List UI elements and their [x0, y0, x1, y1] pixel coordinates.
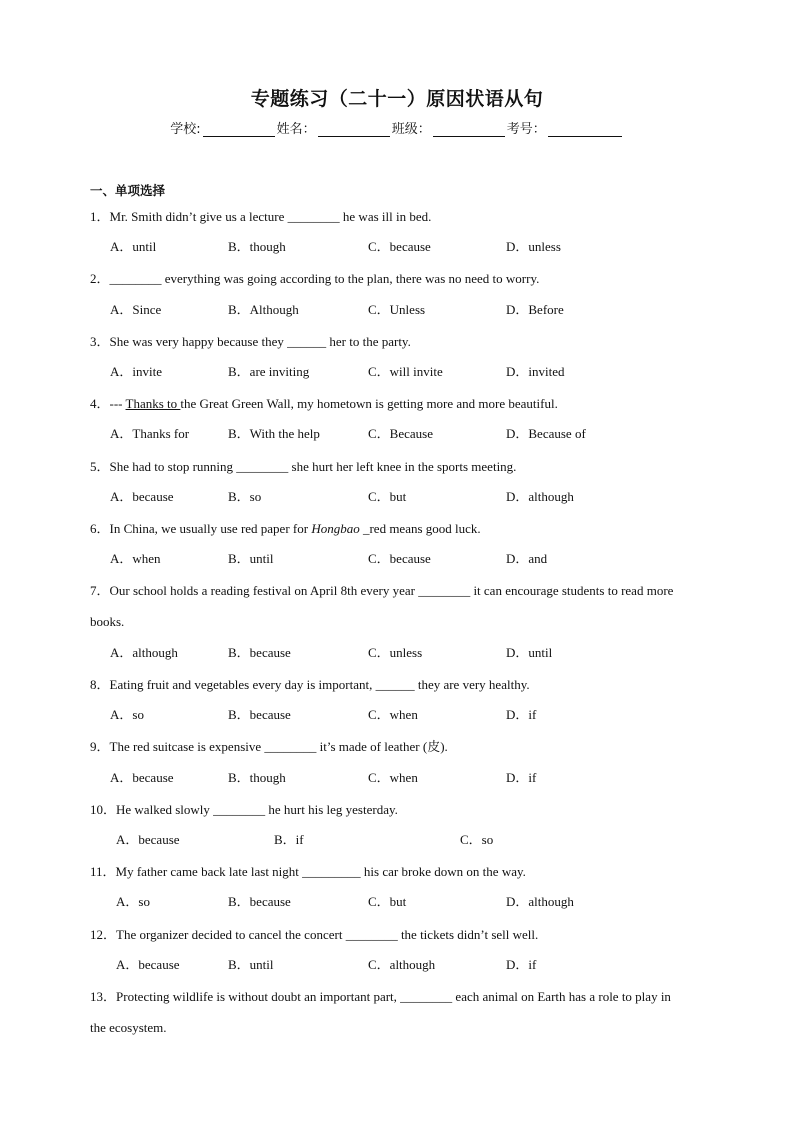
option-c[interactable]: C．because — [368, 551, 431, 566]
question-1 — [90, 201, 700, 232]
option-d[interactable]: D．although — [506, 894, 574, 909]
name-blank[interactable] — [318, 122, 390, 137]
question-text: In China, we usually use red paper for — [109, 521, 312, 536]
option-d[interactable]: D．if — [506, 707, 537, 722]
option-c[interactable]: C．when — [368, 707, 418, 722]
question-number: 10． — [90, 802, 117, 817]
option-b[interactable]: B．though — [228, 239, 286, 254]
option-b[interactable]: B．until — [228, 551, 274, 566]
option-a[interactable]: A．so — [116, 894, 150, 909]
question-text: it’s made of leather (皮). — [316, 739, 448, 754]
option-a[interactable]: A．because — [116, 957, 180, 972]
option-c[interactable]: C．because — [368, 239, 431, 254]
answer-blank: _________ — [302, 864, 361, 879]
question-text: her to the party. — [326, 334, 411, 349]
question-number: 13． — [90, 989, 117, 1004]
question-text: everything was going according to the plan, there was no need to worry. — [161, 271, 540, 286]
question-11 — [90, 856, 700, 887]
question-text: She had to stop running — [109, 459, 237, 474]
class-label: 班级： — [391, 122, 431, 137]
question-number: 7． — [90, 583, 110, 598]
option-a[interactable]: A．when — [110, 551, 161, 566]
question-text: The organizer decided to cancel the concert — [116, 927, 346, 942]
question-text: My father came back late last night — [115, 864, 303, 879]
question-text: it can encourage students to read more books. — [90, 583, 674, 629]
school-label: 学校: — [170, 122, 201, 137]
exam-no-blank[interactable] — [548, 122, 622, 137]
option-b[interactable]: B．until — [228, 957, 274, 972]
question-text: his car broke down on the way. — [360, 864, 526, 879]
school-blank[interactable] — [203, 122, 275, 137]
option-c[interactable]: C．Because — [368, 426, 433, 441]
page-title: 专题练习（二十一）原因状语从句 — [250, 88, 544, 110]
option-b[interactable]: B．though — [228, 770, 286, 785]
option-a[interactable]: A．Thanks for — [110, 426, 190, 441]
option-a[interactable]: A．so — [110, 707, 144, 722]
option-d[interactable]: D．although — [506, 489, 574, 504]
answer-blank: ________ — [400, 989, 453, 1004]
option-d[interactable]: D．and — [506, 551, 548, 566]
question-9 — [90, 731, 700, 762]
question-text: each animal on Earth has a role to play in the ecosystem. — [90, 989, 671, 1035]
option-c[interactable]: C．although — [368, 957, 436, 972]
question-number: 1． — [90, 209, 110, 224]
option-a[interactable]: A．Since — [110, 302, 162, 317]
section-heading: 一、单项选择 — [90, 183, 166, 198]
option-b[interactable]: B．because — [228, 707, 291, 722]
option-c[interactable]: C．will invite — [368, 364, 443, 379]
question-2 — [90, 263, 700, 294]
student-info-line — [0, 118, 794, 137]
question-6 — [90, 513, 700, 544]
answer-blank: ________ — [236, 459, 289, 474]
question-text: the Great Green Wall, my hometown is getting more and more beautiful. — [180, 396, 558, 411]
question-text: He walked slowly — [116, 802, 214, 817]
question-text: Mr. Smith didn’t give us a lecture — [109, 209, 288, 224]
question-text: they are very healthy. — [414, 677, 530, 692]
question-number: 2． — [90, 271, 110, 286]
answer-blank: ________ — [287, 209, 340, 224]
answer-blank: ________ — [213, 802, 266, 817]
question-text: _red means good luck. — [359, 521, 481, 536]
question-number: 6． — [90, 521, 110, 536]
question-5 — [90, 451, 700, 482]
option-b[interactable]: B．so — [228, 489, 262, 504]
option-c[interactable]: C．unless — [368, 645, 423, 660]
option-d[interactable]: D．unless — [506, 239, 561, 254]
option-d[interactable]: D．Before — [506, 302, 564, 317]
option-c[interactable]: C．when — [368, 770, 418, 785]
answer-blank: ________ — [345, 927, 398, 942]
option-b[interactable]: B．With the help — [228, 426, 320, 441]
question-number: 8． — [90, 677, 110, 692]
option-d[interactable]: D．until — [506, 645, 553, 660]
answer-blank: ________ — [418, 583, 471, 598]
question-number: 11． — [90, 864, 116, 879]
question-number: 12． — [90, 927, 117, 942]
question-8 — [90, 669, 700, 700]
option-d[interactable]: D．if — [506, 770, 537, 785]
option-b[interactable]: B．Although — [228, 302, 299, 317]
option-a[interactable]: A．because — [110, 489, 174, 504]
question-text: she hurt her left knee in the sports meeting. — [288, 459, 517, 474]
question-text: Eating fruit and vegetables every day is important, — [109, 677, 376, 692]
option-a[interactable]: A．until — [110, 239, 157, 254]
question-3 — [90, 326, 700, 357]
option-a[interactable]: A．because — [116, 832, 180, 847]
option-b[interactable]: B．because — [228, 645, 291, 660]
option-c[interactable]: C．Unless — [368, 302, 426, 317]
answer-blank: ________ — [264, 739, 317, 754]
question-text: the tickets didn’t sell well. — [397, 927, 539, 942]
question-number: 4． — [90, 396, 110, 411]
option-c[interactable]: C．but — [368, 894, 407, 909]
question-13 — [90, 981, 690, 1043]
question-text: Protecting wildlife is without doubt an important part, — [116, 989, 401, 1004]
option-c[interactable]: C．but — [368, 489, 407, 504]
option-d[interactable]: D．if — [506, 957, 537, 972]
question-text: Our school holds a reading festival on April 8th every year — [109, 583, 419, 598]
question-text: She was very happy because they — [109, 334, 288, 349]
question-4 — [90, 388, 700, 419]
question-12 — [90, 919, 700, 950]
option-b[interactable]: B．are inviting — [228, 364, 310, 379]
exam-no-label: 考号： — [506, 122, 546, 137]
question-text: he hurt his leg yesterday. — [265, 802, 398, 817]
option-a[interactable]: A．invite — [110, 364, 162, 379]
question-text: he was ill in bed. — [339, 209, 432, 224]
question-number: 9． — [90, 739, 110, 754]
option-a[interactable]: A．because — [110, 770, 174, 785]
option-c[interactable]: C．so — [460, 832, 494, 847]
option-a[interactable]: A．although — [110, 645, 178, 660]
italic-term: Hongbao — [311, 521, 360, 536]
option-b[interactable]: B．because — [228, 894, 291, 909]
name-label: 姓名： — [276, 122, 316, 137]
answer-blank: ________ — [109, 271, 162, 286]
class-blank[interactable] — [433, 122, 505, 137]
question-text: --- — [109, 396, 126, 411]
answer-blank: ______ — [287, 334, 327, 349]
question-text: The red suitcase is expensive — [109, 739, 265, 754]
underlined-phrase: Thanks to — [125, 396, 181, 411]
question-10 — [90, 794, 700, 825]
question-number: 3． — [90, 334, 110, 349]
option-d[interactable]: D．Because of — [506, 426, 586, 441]
option-d[interactable]: D．invited — [506, 364, 565, 379]
answer-blank: ______ — [375, 677, 415, 692]
question-number: 5． — [90, 459, 110, 474]
option-b[interactable]: B．if — [274, 832, 304, 847]
question-7 — [90, 575, 692, 637]
